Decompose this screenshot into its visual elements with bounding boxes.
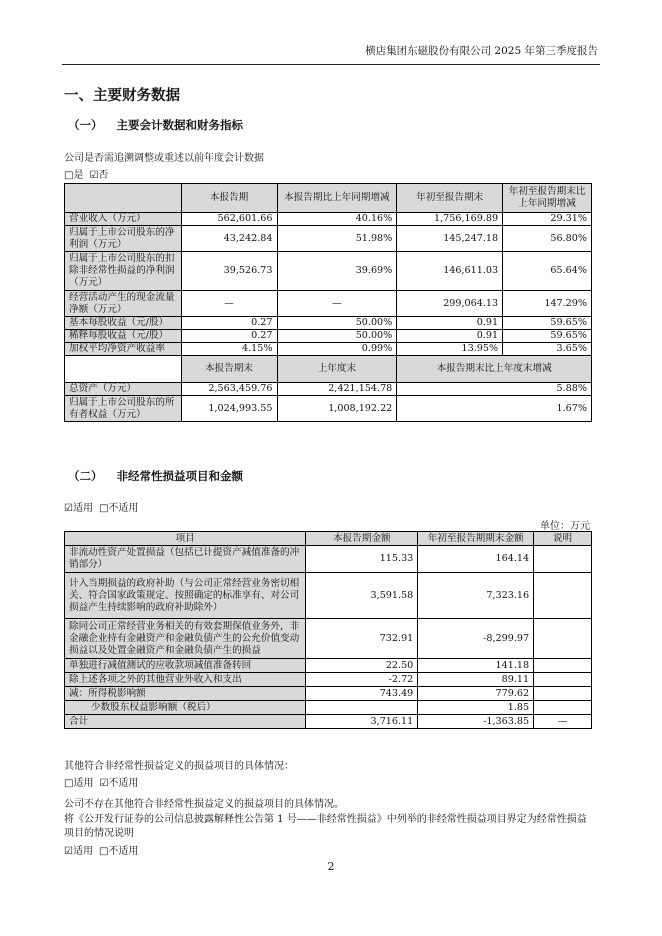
cell-value: 147.29% (503, 291, 592, 317)
table-header-row (65, 184, 592, 213)
cell-value: 145,247.18 (397, 226, 503, 252)
cell-value: 164.14 (418, 546, 534, 573)
table-row (65, 317, 592, 330)
subsection-label: 主要会计数据和财务指标 (116, 118, 243, 132)
table-row (65, 343, 592, 356)
row-label: 非流动性资产处置损益（包括已计提资产减值准备的冲销部分） (65, 546, 306, 573)
header-cell (65, 356, 182, 383)
table-row (65, 573, 592, 619)
cell-value: 0.99% (277, 343, 397, 356)
header-cell: 年初至报告期末 (397, 184, 503, 213)
financial-indicators-table (64, 183, 592, 422)
header-cell: 本报告期末比上年度末增减 (397, 356, 592, 383)
other-items-text: 其他符合非经常性损益定义的损益项目的具体情况： (64, 761, 294, 772)
cell-value: 2,563,459.76 (181, 383, 277, 396)
cell-value: 50.00% (277, 330, 397, 343)
cell-value: 1,008,192.22 (277, 396, 397, 422)
cell-value: -8,299.97 (418, 619, 534, 659)
unit-label: 单位：万元 (540, 521, 590, 532)
row-label: 总资产（万元） (65, 383, 182, 396)
row-label: 除上述各项之外的其他营业外收入和支出 (65, 673, 306, 687)
cell-value: — (277, 291, 397, 317)
cell-value: 0.91 (397, 317, 503, 330)
row-label: 营业收入（万元） (65, 213, 182, 226)
table-row (65, 715, 592, 729)
header-cell (65, 184, 182, 213)
row-label: 合计 (65, 715, 306, 729)
subsection-title-1 (68, 117, 243, 133)
cell-value: 50.00% (277, 317, 397, 330)
cell-value: 141.18 (418, 659, 534, 673)
cell-value: 0.27 (181, 330, 277, 343)
table-row (65, 330, 592, 343)
cell-value: 3,716.11 (306, 715, 418, 729)
classification-note-line1: 将《公开发行证券的公司信息披露解释性公告第 1 号——非经常性损益》中列举的非经常性损益项目界定为经常性损益 (64, 814, 587, 825)
applicability-options (64, 499, 144, 514)
classification-note-line2: 项目的情况说明 (64, 828, 134, 839)
row-label: 经营活动产生的现金流量净额（万元） (65, 291, 182, 317)
header-cell: 本报告期 (181, 184, 277, 213)
cell-value: 89.11 (418, 673, 534, 687)
cell-value: 0.91 (397, 330, 503, 343)
subsection-number: （二） (68, 469, 103, 483)
cell-value: 1,024,993.55 (181, 396, 277, 422)
table-row (65, 701, 592, 715)
row-label: 归属于上市公司股东的扣除非经常性损益的净利润（万元） (65, 252, 182, 291)
cell-value: 146,611.03 (397, 252, 503, 291)
restatement-options (64, 166, 114, 181)
cell-value: 562,601.66 (181, 213, 277, 226)
cell-value: 59.65% (503, 330, 592, 343)
table-header-row-2 (65, 356, 592, 383)
row-label: 归属于上市公司股东的所有者权益（万元） (65, 396, 182, 422)
cell-value: 65.64% (503, 252, 592, 291)
header-cell: 上年度末 (277, 356, 397, 383)
cell-value: 40.16% (277, 213, 397, 226)
page-number: 2 (327, 860, 335, 873)
cell-value (534, 573, 592, 619)
cell-value: 1,756,169.89 (397, 213, 503, 226)
cell-value: 2,421,154.78 (277, 383, 397, 396)
option-applicable[interactable]: ☑适用 (64, 503, 93, 514)
subsection-title-2 (68, 468, 243, 484)
header-cell: 本报告期金额 (306, 532, 418, 546)
table-row (65, 291, 592, 317)
option-no[interactable]: ☑否 (89, 170, 109, 181)
cell-value: 3.65% (503, 343, 592, 356)
row-label: 除同公司正常经营业务相关的有效套期保值业务外，非金融企业持有金融资产和金融负债产生的公允价值变动损益以及处置金融资产和金融负债产生的损益 (65, 619, 306, 659)
header-cell: 本报告期末 (181, 356, 277, 383)
header-cell: 说明 (534, 532, 592, 546)
table-row (65, 383, 592, 396)
cell-value: 22.50 (306, 659, 418, 673)
no-other-items-text: 公司不存在其他符合非经常性损益定义的损益项目的具体情况。 (64, 799, 344, 810)
header-cell: 项目 (65, 532, 306, 546)
cell-value: 4.15% (181, 343, 277, 356)
subsection-number: （一） (68, 118, 103, 132)
cell-value: 732.91 (306, 619, 418, 659)
row-label: 基本每股收益（元/股） (65, 317, 182, 330)
section-title: 一、主要财务数据 (64, 87, 180, 104)
subsection-label: 非经常性损益项目和金额 (116, 469, 243, 483)
row-label: 稀释每股收益（元/股） (65, 330, 182, 343)
option-applicable[interactable]: □适用 (64, 778, 94, 789)
header-cell: 年初至报告期期末金额 (418, 532, 534, 546)
cell-value (534, 673, 592, 687)
cell-value (534, 546, 592, 573)
cell-value (534, 659, 592, 673)
option-yes[interactable]: □是 (64, 170, 84, 181)
table-header-row (65, 532, 592, 546)
cell-value: 56.80% (503, 226, 592, 252)
cell-value: 39,526.73 (181, 252, 277, 291)
cell-value: 299,064.13 (397, 291, 503, 317)
cell-value: 39.69% (277, 252, 397, 291)
row-label: 单独进行减值测试的应收款项减值准备转回 (65, 659, 306, 673)
cell-value: -2.72 (306, 673, 418, 687)
cell-value: 43,242.84 (181, 226, 277, 252)
other-items-options (64, 774, 144, 789)
option-not-applicable[interactable]: □不适用 (98, 846, 139, 857)
table-row (65, 659, 592, 673)
cell-value: — (534, 715, 592, 729)
cell-value: 13.95% (397, 343, 503, 356)
header-rule (62, 64, 600, 65)
cell-value: 3,591.58 (306, 573, 418, 619)
table-row (65, 396, 592, 422)
cell-value: — (181, 291, 277, 317)
table-row (65, 619, 592, 659)
cell-value: 1.85 (418, 701, 534, 715)
cell-value: 743.49 (306, 687, 418, 701)
cell-value: 5.88% (397, 383, 592, 396)
row-label: 加权平均净资产收益率 (65, 343, 182, 356)
cell-value: 51.98% (277, 226, 397, 252)
option-not-applicable[interactable]: ☑不适用 (99, 778, 139, 789)
cell-value: 7,323.16 (418, 573, 534, 619)
table-row (65, 252, 592, 291)
table-row (65, 673, 592, 687)
restatement-question: 公司是否需追溯调整或重述以前年度会计数据 (64, 153, 264, 164)
header-cell: 年初至报告期末比上年同期增减 (503, 184, 592, 213)
cell-value (534, 619, 592, 659)
cell-value: 1.67% (397, 396, 592, 422)
row-label: 减：所得税影响额 (65, 687, 306, 701)
cell-value: 59.65% (503, 317, 592, 330)
row-label: 计入当期损益的政府补助（与公司正常经营业务密切相关、符合国家政策规定、按照确定的标准享有、对公司损益产生持续影响的政府补助除外） (65, 573, 306, 619)
table-row (65, 546, 592, 573)
cell-value: 779.62 (418, 687, 534, 701)
header-cell: 本报告期比上年同期增减 (277, 184, 397, 213)
report-header: 横店集团东磁股份有限公司 2025 年第三季度报告 (365, 45, 598, 57)
table-row (65, 226, 592, 252)
classification-options (64, 842, 144, 857)
cell-value (534, 701, 592, 715)
option-not-applicable[interactable]: □不适用 (98, 503, 139, 514)
row-label: 少数股东权益影响额（税后） (65, 701, 306, 715)
cell-value (306, 701, 418, 715)
option-applicable[interactable]: ☑适用 (64, 846, 93, 857)
non-recurring-items-table (64, 531, 592, 729)
cell-value: 115.33 (306, 546, 418, 573)
table-row (65, 687, 592, 701)
cell-value: 29.31% (503, 213, 592, 226)
cell-value (534, 687, 592, 701)
row-label: 归属于上市公司股东的净利润（万元） (65, 226, 182, 252)
cell-value: 0.27 (181, 317, 277, 330)
table-row (65, 213, 592, 226)
cell-value: -1,363.85 (418, 715, 534, 729)
